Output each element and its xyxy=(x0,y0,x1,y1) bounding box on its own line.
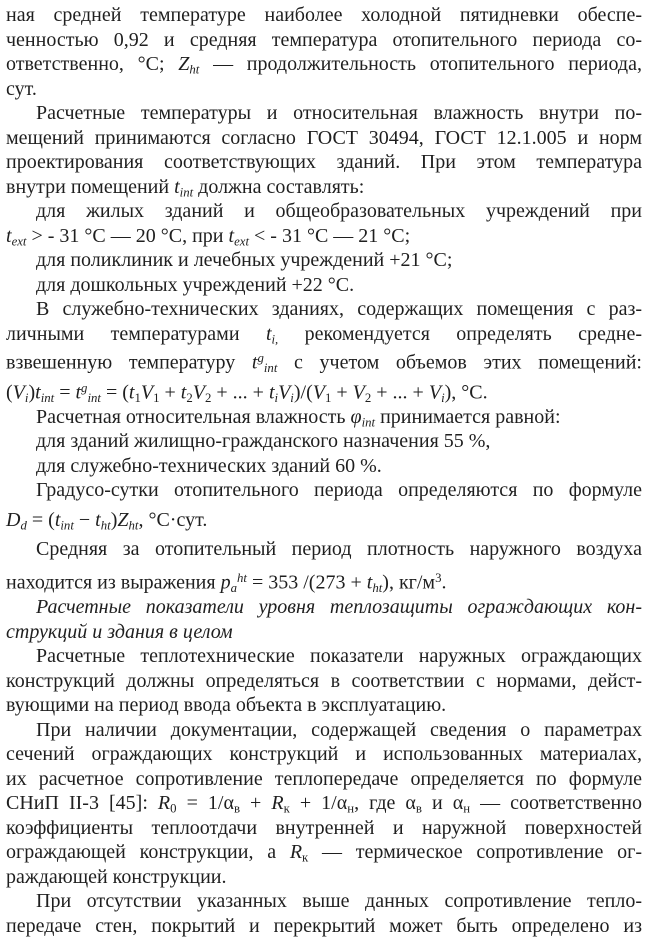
text-segment: — соответственно xyxy=(470,792,642,814)
text-segment: int xyxy=(87,390,101,405)
text-segment: int xyxy=(60,518,74,533)
text-segment: ), кг/м xyxy=(382,571,436,594)
text-segment: i xyxy=(441,390,445,405)
text-line xyxy=(6,405,642,430)
text-segment: − xyxy=(73,508,96,531)
text-segment: t xyxy=(54,508,61,531)
text-segment: конструкций должны определяться в соответствии с нормами, дейст- xyxy=(6,669,642,692)
text-segment: ченностью 0,92 и средняя температура отопительного периода со- xyxy=(6,28,642,51)
text-segment: Средняя за отопительный период плотность наружного воздуха xyxy=(36,537,642,560)
text-segment: для дошкольных учреждений +22 °С. xyxy=(36,273,355,296)
text-segment: вующими на период ввода объекта в эксплуатацию. xyxy=(6,694,447,716)
text-line xyxy=(6,742,642,767)
text-segment: > - 31 °С — 20 °С, при xyxy=(26,224,229,247)
text-segment: a xyxy=(230,580,237,595)
text-segment: 2 xyxy=(364,390,372,405)
text-segment: Расчетная относительная влажность xyxy=(36,405,351,428)
text-line xyxy=(6,816,642,841)
text-line xyxy=(6,199,642,224)
text-segment: ext xyxy=(234,234,249,249)
text-segment: 3 xyxy=(435,571,442,585)
text-segment: V xyxy=(192,380,205,403)
page-text-lines xyxy=(6,3,642,938)
text-segment: φ xyxy=(350,405,362,428)
text-segment: При отсутствии указанных выше данных сопротивление тепло- xyxy=(36,890,642,912)
text-segment: = xyxy=(54,380,76,403)
text-segment: ная средней температуре наиболее холодной пятидневки обеспе- xyxy=(6,4,642,26)
text-segment: g xyxy=(257,351,264,365)
text-line xyxy=(6,889,642,914)
text-segment: ) xyxy=(28,380,36,403)
text-segment: D xyxy=(6,508,21,531)
text-segment: для жилых зданий и общеобразовательных учреждений при xyxy=(36,200,642,222)
text-segment: Градусо-сутки отопительного периода определяются по формуле xyxy=(36,479,642,501)
text-segment: ограждающей конструкции, а xyxy=(6,841,290,863)
text-line xyxy=(6,503,642,537)
text-line xyxy=(6,3,642,28)
text-line xyxy=(6,297,642,322)
text-segment: R xyxy=(271,792,284,814)
text-segment: + 1/α xyxy=(289,792,348,814)
text-segment: в xyxy=(233,801,240,816)
text-segment: t xyxy=(174,175,180,198)
text-segment: Z xyxy=(178,53,190,75)
text-segment: н xyxy=(347,801,355,816)
text-segment: + xyxy=(240,792,272,814)
text-segment: рекомендуется определять средне- xyxy=(278,322,642,345)
text-segment: — продолжительность отопительного периода, xyxy=(199,53,642,75)
text-segment: R xyxy=(157,792,171,814)
text-segment: t xyxy=(128,380,135,403)
text-line xyxy=(6,346,642,375)
text-segment: int xyxy=(361,415,376,430)
text-segment: в xyxy=(415,801,422,816)
text-segment: ht xyxy=(100,518,111,533)
text-line xyxy=(6,620,642,645)
text-line xyxy=(6,248,642,273)
text-segment: 2 xyxy=(186,390,193,405)
text-segment: принимается равной: xyxy=(375,405,561,428)
text-segment: должна составлять: xyxy=(193,175,365,198)
text-segment: 1 xyxy=(134,390,141,405)
text-segment: коэффициенты теплоотдачи внутренней и наружной поверхностей xyxy=(6,816,642,839)
text-segment: V xyxy=(140,380,154,403)
text-segment: V xyxy=(428,380,442,403)
text-line xyxy=(6,52,642,77)
text-line xyxy=(6,693,642,718)
text-segment: В служебно-технических зданиях, содержащих помещения с раз- xyxy=(36,298,642,320)
text-segment: ( xyxy=(6,380,13,403)
text-line xyxy=(6,840,642,865)
text-segment: p xyxy=(220,571,231,594)
text-line xyxy=(6,175,642,200)
text-line xyxy=(6,126,642,151)
text-segment: ht xyxy=(372,580,383,595)
text-line xyxy=(6,914,642,939)
text-line xyxy=(6,718,642,743)
text-segment: t xyxy=(228,224,235,247)
text-segment: V xyxy=(312,380,325,403)
text-line xyxy=(6,561,642,595)
text-segment: взвешенную температуру xyxy=(6,351,252,374)
text-segment: 1 xyxy=(153,390,160,405)
text-line xyxy=(6,101,642,126)
text-line xyxy=(6,322,642,347)
text-segment: внутри помещений xyxy=(6,175,175,198)
text-segment: Расчетные показатели уровня теплозащиты ограждающих кон- xyxy=(36,596,642,618)
text-segment: проектирования соответствующих зданий. При этом температура xyxy=(6,151,642,173)
text-segment: ) xyxy=(110,508,118,531)
text-line xyxy=(6,791,642,816)
text-segment: Расчетные температуры и относительная влажность внутри по- xyxy=(36,102,642,124)
text-line xyxy=(6,644,642,669)
text-segment: int xyxy=(40,390,55,405)
text-segment: t xyxy=(95,508,101,531)
text-segment: сечений ограждающих конструкций и использованных материалах, xyxy=(6,743,642,765)
text-segment: Z xyxy=(117,508,129,531)
text-segment: СНиП II-3 [45]: xyxy=(6,792,158,814)
text-segment: + xyxy=(159,380,181,403)
text-segment: = ( xyxy=(100,380,129,403)
text-line xyxy=(6,429,642,454)
text-segment: int xyxy=(263,360,278,375)
text-segment: t xyxy=(268,380,275,403)
text-segment: < - 31 °С — 21 °С; xyxy=(249,224,411,247)
text-segment: + xyxy=(331,380,353,403)
text-segment: t xyxy=(366,571,373,594)
text-segment: находится из выражения xyxy=(6,571,221,594)
text-line xyxy=(6,224,642,249)
text-segment: V xyxy=(12,380,25,403)
text-segment: int xyxy=(179,185,194,200)
text-segment: и α xyxy=(421,792,464,814)
text-segment: их расчетное сопротивление теплопередаче определяется по формуле xyxy=(6,767,642,790)
text-segment: для поликлиник и лечебных учреждений +21 °С; xyxy=(36,249,453,271)
text-segment: — термическое сопротивление ог- xyxy=(308,841,643,863)
text-segment: i xyxy=(274,390,279,405)
text-segment: н xyxy=(463,801,471,816)
text-segment: ht xyxy=(128,518,139,533)
text-segment: = 1/α xyxy=(176,792,234,814)
text-segment: с учетом объемов этих помещений: xyxy=(277,351,642,374)
text-segment: раждающей конструкции. xyxy=(6,865,227,888)
text-segment: для зданий жилищно-гражданского назначения 55 %, xyxy=(36,430,491,452)
text-segment: g xyxy=(81,380,88,395)
text-segment: i xyxy=(24,390,29,405)
text-segment: t xyxy=(75,380,82,403)
text-line xyxy=(6,865,642,890)
text-segment: ht xyxy=(189,62,200,77)
text-segment: к xyxy=(302,850,309,865)
text-line xyxy=(6,454,642,479)
text-segment: ext xyxy=(11,234,27,249)
text-segment: i, xyxy=(271,332,279,347)
text-line xyxy=(6,478,642,503)
text-segment: личными температурами xyxy=(6,322,266,345)
text-segment: t xyxy=(6,224,12,247)
text-segment: ответственно, °С; xyxy=(6,53,179,75)
text-line xyxy=(6,77,642,102)
text-segment: сут. xyxy=(6,77,37,100)
text-line xyxy=(6,669,642,694)
text-line xyxy=(6,595,642,620)
text-segment: V xyxy=(352,380,365,403)
text-line xyxy=(6,371,642,405)
text-segment: мещений принимаются согласно ГОСТ 30494, ГОСТ 12.1.005 и норм xyxy=(6,126,642,149)
text-segment: i xyxy=(290,390,294,405)
text-segment: . xyxy=(441,571,447,594)
text-segment: ), °С. xyxy=(444,380,488,403)
text-line xyxy=(6,150,642,175)
text-segment: к xyxy=(283,801,290,816)
text-segment: R xyxy=(289,841,303,863)
text-segment: t xyxy=(35,380,41,403)
text-segment: V xyxy=(278,380,291,403)
text-segment: )/( xyxy=(293,380,313,403)
text-segment: передаче стен, покрытий и перекрытий может быть определено из xyxy=(6,914,642,937)
text-line xyxy=(6,28,642,53)
text-line xyxy=(6,537,642,562)
text-segment: ht xyxy=(237,571,247,585)
text-segment: + ... + xyxy=(371,380,429,403)
text-segment: 2 xyxy=(204,390,212,405)
text-segment: Расчетные теплотехнические показатели наружных ограждающих xyxy=(36,645,642,667)
text-line xyxy=(6,273,642,298)
text-segment: t xyxy=(251,351,258,374)
text-segment: d xyxy=(20,518,27,533)
text-segment: t xyxy=(180,380,187,403)
text-segment: = ( xyxy=(26,508,55,531)
text-segment: для служебно-технических зданий 60 %. xyxy=(36,454,382,477)
text-segment: , где α xyxy=(354,792,416,814)
text-segment: 1 xyxy=(324,390,332,405)
text-segment: = 353 /(273 + xyxy=(246,571,367,594)
text-line xyxy=(6,767,642,792)
text-segment: струкций и здания в целом xyxy=(6,620,233,643)
text-segment: 0 xyxy=(170,801,177,816)
text-segment: , °С·сут. xyxy=(138,508,208,531)
text-segment: + ... + xyxy=(211,380,269,403)
text-segment: При наличии документации, содержащей сведения о параметрах xyxy=(36,718,642,741)
text-segment: t xyxy=(265,322,272,345)
